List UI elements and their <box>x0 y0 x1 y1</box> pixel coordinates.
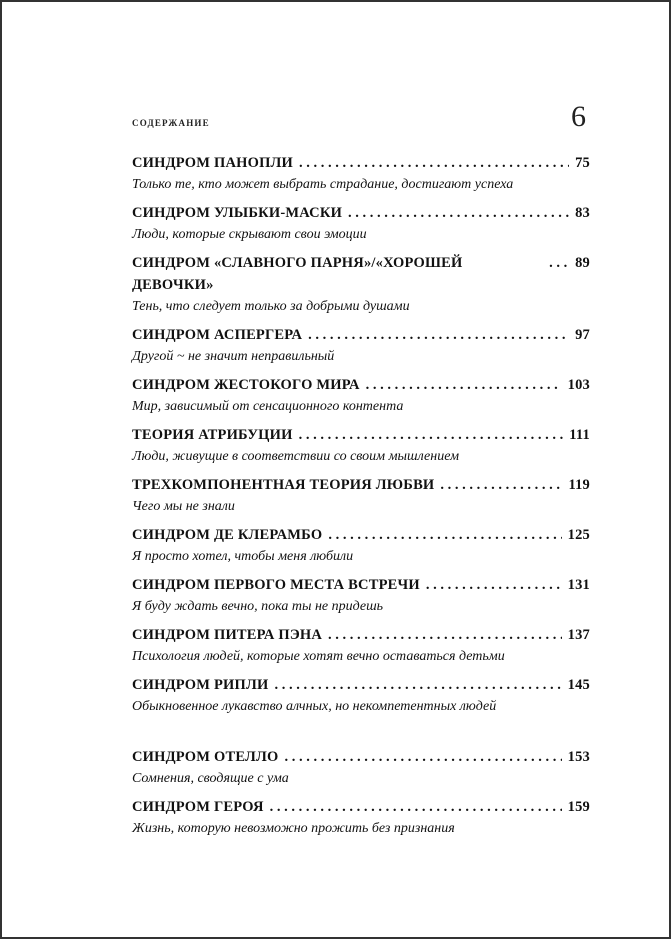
entry-title: СИНДРОМ ГЕРОЯ <box>132 799 264 815</box>
entry-subtitle: Люди, которые скрывают свои эмоции <box>132 227 367 242</box>
entry-page-number: 119 <box>568 477 590 493</box>
toc-entry[interactable] <box>132 624 590 674</box>
entry-subtitle: Я буду ждать вечно, пока ты не придешь <box>132 599 384 614</box>
toc-entry-row <box>132 674 590 696</box>
dot-leader <box>549 252 569 274</box>
dot-leader <box>308 324 569 346</box>
entry-subtitle: Жизнь, которую невозможно прожить без признания <box>132 821 455 836</box>
toc-entry-row <box>132 374 590 396</box>
section-title: СОДЕРЖАНИЕ <box>132 118 210 128</box>
entry-page-number: 97 <box>575 327 590 343</box>
entry-title: СИНДРОМ АСПЕРГЕРА <box>132 327 303 343</box>
dot-leader <box>274 674 561 696</box>
entry-title: СИНДРОМ ПИТЕРА ПЭНА <box>132 627 323 643</box>
dot-leader <box>299 152 569 174</box>
entry-page-number: 131 <box>567 577 590 593</box>
entry-page-number: 83 <box>575 205 590 221</box>
entry-page-number: 153 <box>567 749 590 765</box>
entry-page-number: 125 <box>567 527 590 543</box>
entry-title: СИНДРОМ РИПЛИ <box>132 677 269 693</box>
dot-leader <box>366 374 562 396</box>
entry-subtitle: Только те, кто может выбрать страдание, достигают успеха <box>132 177 514 192</box>
toc-entry-row <box>132 152 590 174</box>
toc-entry-row <box>132 746 590 768</box>
toc-entry-row <box>132 324 590 346</box>
toc-entry-row <box>132 624 590 646</box>
toc-entry[interactable] <box>132 152 590 202</box>
toc-entry[interactable] <box>132 796 590 846</box>
toc-entry-row <box>132 474 590 496</box>
dot-leader <box>348 202 569 224</box>
entry-title: СИНДРОМ «СЛАВНОГО ПАРНЯ»/«ХОРОШЕЙ ДЕВОЧКИ» <box>132 255 463 293</box>
entry-subtitle: Обыкновенное лукавство алчных, но некомпетентных людей <box>132 699 497 714</box>
toc-entry[interactable] <box>132 324 590 374</box>
page-number: 6 <box>571 100 586 133</box>
toc-entry[interactable] <box>132 574 590 624</box>
toc-entry[interactable] <box>132 746 590 796</box>
entry-subtitle: Люди, живущие в соответствии со своим мышлением <box>132 449 460 464</box>
entry-title: СИНДРОМ ЖЕСТОКОГО МИРА <box>132 377 360 393</box>
entry-subtitle: Я просто хотел, чтобы меня любили <box>132 549 354 564</box>
toc-entry-row <box>132 574 590 596</box>
entry-title: СИНДРОМ ПЕРВОГО МЕСТА ВСТРЕЧИ <box>132 577 420 593</box>
toc-entry[interactable] <box>132 202 590 252</box>
entry-title: СИНДРОМ ПАНОПЛИ <box>132 155 294 171</box>
entry-subtitle: Тень, что следует только за добрыми душами <box>132 299 410 314</box>
dot-leader <box>328 624 562 646</box>
dot-leader <box>284 746 561 768</box>
toc-entry[interactable] <box>132 252 590 324</box>
toc-entry-row <box>132 424 590 446</box>
entry-subtitle: Чего мы не знали <box>132 499 235 514</box>
entry-page-number: 137 <box>567 627 590 643</box>
toc-entry[interactable] <box>132 524 590 574</box>
dot-leader <box>299 424 564 446</box>
entry-title: СИНДРОМ ДЕ КЛЕРАМБО <box>132 527 323 543</box>
dot-leader <box>426 574 562 596</box>
entry-subtitle: Сомнения, сводящие с ума <box>132 771 289 786</box>
entry-subtitle: Мир, зависимый от сенсационного контента <box>132 399 404 414</box>
toc-entry-row <box>132 252 590 296</box>
toc-entry[interactable] <box>132 474 590 524</box>
dot-leader <box>328 524 561 546</box>
table-of-contents <box>132 152 590 846</box>
entry-subtitle: Психология людей, которые хотят вечно оставаться детьми <box>132 649 505 664</box>
toc-entry[interactable] <box>132 424 590 474</box>
entry-page-number: 145 <box>567 677 590 693</box>
entry-title: СИНДРОМ УЛЫБКИ-МАСКИ <box>132 205 343 221</box>
dot-leader <box>270 796 562 818</box>
toc-entry[interactable] <box>132 374 590 424</box>
toc-entry-row <box>132 202 590 224</box>
entry-subtitle: Другой ~ не значит неправильный <box>132 349 335 364</box>
toc-entry-row <box>132 796 590 818</box>
toc-entry-row <box>132 524 590 546</box>
entry-page-number: 89 <box>575 255 590 271</box>
entry-page-number: 75 <box>575 155 590 171</box>
entry-page-number: 111 <box>569 427 590 443</box>
entry-page-number: 103 <box>567 377 590 393</box>
page-header <box>132 100 586 134</box>
dot-leader <box>440 474 562 496</box>
entry-page-number: 159 <box>567 799 590 815</box>
entry-title: ТЕОРИЯ АТРИБУЦИИ <box>132 427 293 443</box>
toc-entry[interactable] <box>132 674 590 746</box>
entry-title: СИНДРОМ ОТЕЛЛО <box>132 749 279 765</box>
entry-title: ТРЕХКОМПОНЕНТНАЯ ТЕОРИЯ ЛЮБВИ <box>132 477 435 493</box>
